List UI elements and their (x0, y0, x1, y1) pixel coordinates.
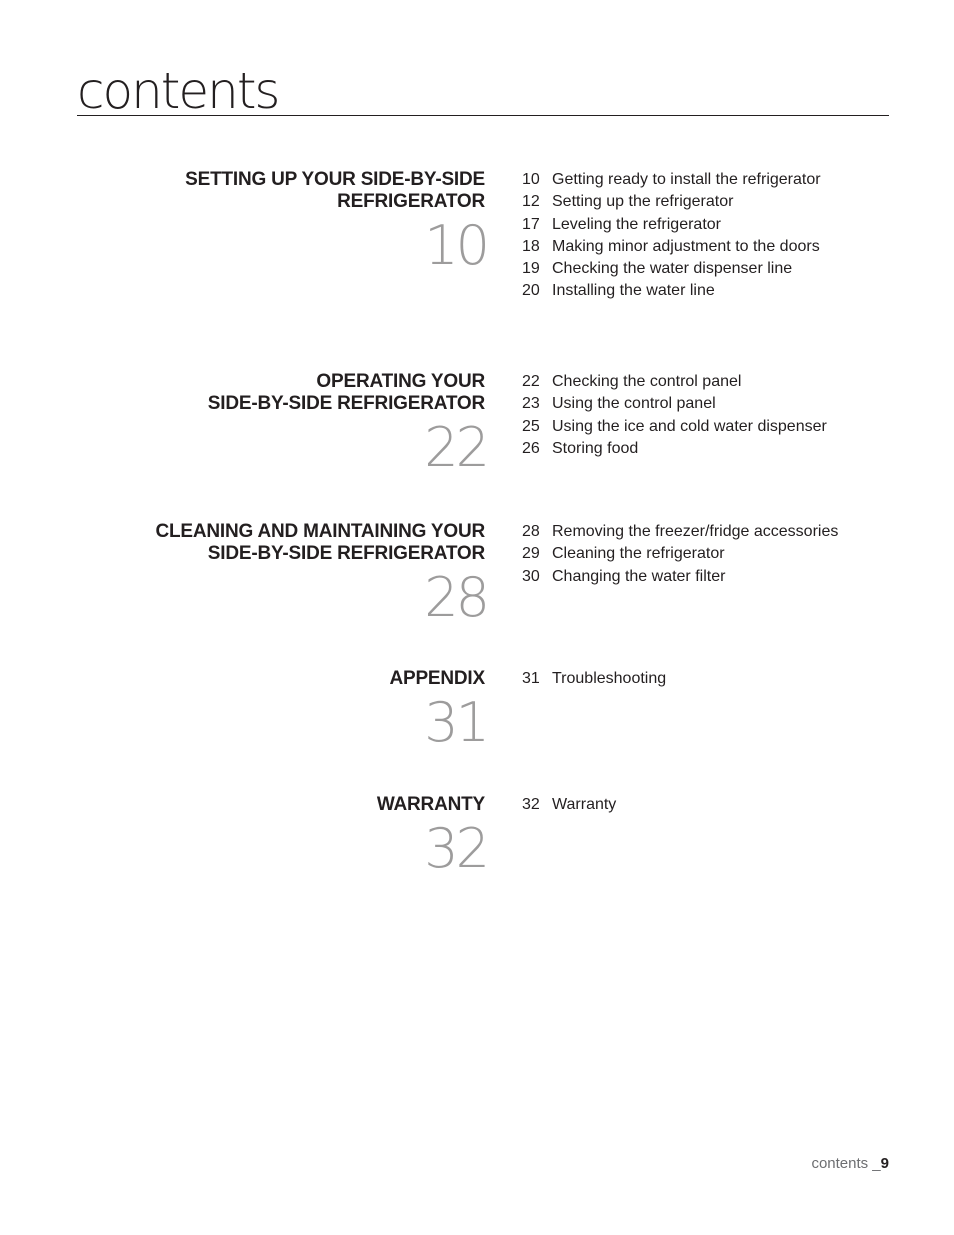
toc-entry[interactable] (522, 416, 827, 438)
section-number: 22 (424, 416, 487, 479)
toc-entry[interactable] (522, 236, 821, 258)
toc-page-number: 30 (522, 567, 540, 585)
toc-page-number: 12 (522, 193, 540, 211)
toc-entry[interactable] (522, 566, 838, 588)
toc-list (522, 169, 821, 303)
toc-page-number: 20 (522, 282, 540, 300)
page-footer (811, 1155, 889, 1172)
toc-entry-label: Cleaning the refrigerator (552, 545, 725, 563)
section-heading-block (65, 371, 487, 479)
toc-entry[interactable] (522, 521, 838, 543)
toc-entry-label: Using the control panel (552, 395, 716, 413)
section-number: 28 (424, 566, 487, 629)
toc-entry-label: Getting ready to install the refrigerator (552, 171, 821, 188)
toc-entry-label: Checking the water dispenser line (552, 260, 793, 278)
section-heading-block (65, 521, 487, 629)
section-heading-line: OPERATING YOUR (316, 371, 485, 392)
section-heading-line: REFRIGERATOR (337, 191, 485, 212)
section-heading-line: SETTING UP YOUR SIDE-BY-SIDE (185, 169, 485, 190)
footer-label: contents _ (811, 1155, 881, 1172)
toc-entry-label: Troubleshooting (552, 670, 667, 687)
section-heading (65, 668, 485, 690)
toc-entry[interactable] (522, 214, 821, 236)
toc-entry-label: Removing the freezer/fridge accessories (552, 523, 839, 540)
toc-page-number: 26 (522, 439, 540, 457)
section-heading-line: APPENDIX (389, 668, 485, 689)
toc-list (522, 521, 838, 588)
toc-entry[interactable] (522, 258, 821, 280)
section-number: 10 (424, 214, 487, 277)
toc-page-number: 29 (522, 545, 540, 563)
toc-entry-label: Storing food (552, 439, 639, 457)
toc-page-number: 31 (522, 670, 540, 687)
toc-entry[interactable] (522, 280, 821, 302)
toc-page-number: 17 (522, 215, 540, 233)
toc-entry[interactable] (522, 668, 666, 690)
section-number: 32 (424, 817, 487, 880)
section-heading-block (65, 668, 487, 754)
toc-page-number: 25 (522, 417, 540, 435)
toc-entry-label: Setting up the refrigerator (552, 193, 734, 211)
toc-list (522, 371, 827, 460)
toc-entry-label: Installing the water line (552, 282, 715, 300)
toc-entry[interactable] (522, 169, 821, 191)
section-heading (65, 794, 485, 816)
toc-page-number: 22 (522, 373, 540, 390)
toc-page-number: 18 (522, 237, 540, 255)
footer-page-number: 9 (880, 1155, 889, 1172)
section-heading (65, 169, 485, 213)
toc-entry-label: Making minor adjustment to the doors (552, 237, 820, 255)
page-title: contents (77, 62, 279, 120)
section-heading-block (65, 794, 487, 880)
section-heading-line: CLEANING AND MAINTAINING YOUR (155, 521, 485, 542)
toc-entry-label: Changing the water filter (552, 567, 726, 585)
toc-page-number: 32 (522, 796, 540, 813)
toc-entry-label: Leveling the refrigerator (552, 215, 721, 233)
toc-page-number: 28 (522, 523, 540, 540)
toc-entry[interactable] (522, 371, 827, 393)
section-heading-line: SIDE-BY-SIDE REFRIGERATOR (207, 393, 485, 414)
section-heading-line: WARRANTY (376, 794, 485, 815)
section-number: 31 (424, 691, 487, 754)
toc-page-number: 19 (522, 260, 540, 278)
toc-page-number: 23 (522, 395, 540, 413)
title-divider (77, 115, 889, 116)
toc-entry[interactable] (522, 543, 838, 565)
toc-entry[interactable] (522, 438, 827, 460)
toc-list (522, 794, 616, 816)
toc-entry-label: Checking the control panel (552, 373, 742, 390)
section-heading-block (65, 169, 487, 277)
section-heading (65, 521, 485, 565)
toc-entry[interactable] (522, 191, 821, 213)
section-heading-line: SIDE-BY-SIDE REFRIGERATOR (207, 543, 485, 564)
toc-entry-label: Using the ice and cold water dispenser (552, 417, 827, 435)
toc-entry-label: Warranty (552, 796, 617, 813)
section-heading (65, 371, 485, 415)
toc-page-number: 10 (522, 171, 540, 188)
toc-list (522, 668, 666, 690)
toc-entry[interactable] (522, 794, 616, 816)
toc-entry[interactable] (522, 393, 827, 415)
